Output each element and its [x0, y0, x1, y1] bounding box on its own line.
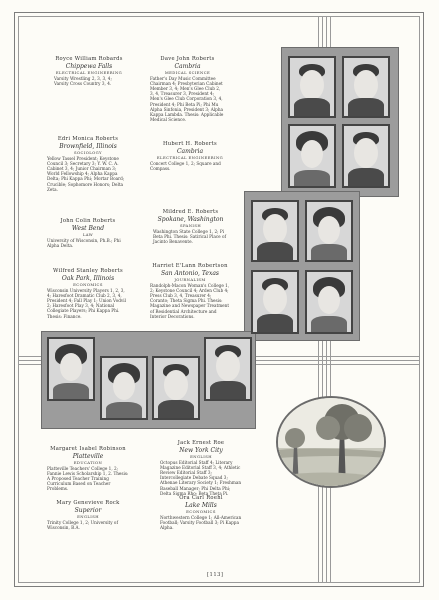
student-department: MEDICAL SCIENCE: [164, 69, 211, 75]
student-department: LAW: [82, 231, 94, 237]
student-name: Royce William Robards: [55, 56, 123, 62]
student-entry: [47, 500, 129, 530]
student-hometown: Brownfield, Illinois: [59, 142, 117, 150]
page-number: [113]: [207, 572, 224, 578]
portrait-photo: [47, 337, 95, 401]
tree-landscape-illustration: [278, 398, 386, 488]
portrait-photo: [305, 270, 353, 334]
student-name: Ora Carl Roehl: [179, 495, 223, 501]
portrait-photo: [100, 356, 148, 420]
student-entry: [54, 56, 124, 86]
student-activities: University of Wisconsin, Ph.B.; Phi Alpha Delta.: [47, 237, 121, 248]
student-department: ELECTRICAL ENGINEERING: [55, 69, 123, 75]
student-department: ENGLISH: [77, 513, 99, 519]
student-activities: Octopus Editorial Staff 4; Literary Magazine Editorial Staff 3, 4; Athletic Review Editorial Staff 3; Intercollegiate Debate Squad 3; Athenae Literary Society 1; Freshman Baseball Manager; Phi Delta Phi; Delta Sigma Rho; Beta Theta Pi.: [160, 459, 242, 496]
student-entry: [160, 440, 242, 496]
student-activities: Yellow Tassel President; Keystone Council 3; Secretary 3; Y. W. C. A. Cabinet 3, 4; Junior Chairman 3; World Fellowship 4; Alpha Kappa Delta; Phi Kappa Phi; Mortar Board; Crucible; Sophomore Honors; Delta Zeta.: [47, 155, 125, 192]
landscape-vignette-image: [276, 396, 386, 488]
student-activities: Northwestern College 1; All-American Football; Varsity Football 3; Pi Kappa Alpha.: [160, 514, 242, 530]
student-department: ECONOMICS: [73, 281, 103, 287]
portrait-photo: [288, 56, 336, 118]
student-entry: [47, 268, 129, 319]
student-department: ELECTRICAL ENGINEERING: [156, 154, 224, 160]
student-department: ENGLISH: [190, 453, 212, 459]
student-hometown: Cambria: [176, 147, 204, 155]
portrait-photo: [204, 337, 252, 401]
student-department: ECONOMICS: [186, 508, 216, 514]
student-hometown: Chippewa Falls: [65, 62, 113, 70]
student-name: Wilfred Stanley Roberts: [53, 268, 123, 274]
student-hometown: Oak Park, Illinois: [61, 274, 115, 282]
student-hometown: New York City: [179, 446, 223, 454]
student-name: Margaret Isabel Robinson: [50, 446, 126, 452]
student-entry: [160, 495, 242, 530]
student-hometown: Spokane, Washington: [157, 215, 224, 223]
student-name: Mildred E. Roberts: [162, 209, 219, 215]
student-hometown: San Antonio, Texas: [160, 269, 220, 277]
student-hometown: West Bend: [71, 224, 105, 232]
portrait-photo: [305, 200, 353, 262]
student-entry: [47, 446, 129, 492]
student-department: JOURNALISM: [174, 276, 206, 282]
student-entry: [150, 263, 230, 319]
student-entry: [47, 136, 129, 192]
portrait-photo: [342, 124, 390, 188]
portrait-photo: [342, 56, 390, 118]
student-activities: Platteville Teachers' College 1, 2; Fannie Lewis Scholarship 1, 2. Thesis: A Proposed Teacher Training Curriculum Based on Teacher Problems.: [47, 465, 129, 492]
student-activities: Randolph-Macon Woman's College 1, 2; Keystone Council 4; Arden Club 4; Press Club 3, 4, Treasurer 4; Coranto; Theta Sigma Phi. Thesis: Magazine and Newspaper Treatment of Residential Architecture and Interior Decorations.: [150, 282, 230, 319]
student-hometown: Lake Mills: [185, 501, 217, 509]
student-entry: [150, 141, 230, 171]
portrait-photo: [251, 200, 299, 262]
student-entry: [47, 218, 129, 248]
student-hometown: Superior: [74, 506, 102, 514]
portrait-photo: [288, 124, 336, 188]
portrait-photo: [251, 270, 299, 334]
portrait-photo: [152, 356, 200, 420]
student-activities: Washington State College 1, 2; Pi Beta Phi. Thesis: Satirical Place of Jacinto Benavente.: [153, 228, 227, 244]
student-activities: Concert College 1, 2; Square and Compass.: [150, 160, 221, 171]
student-name: Mary Genevieve Rock: [56, 500, 120, 506]
student-hometown: Platteville: [72, 452, 104, 460]
student-name: Hubert H. Roberts: [162, 141, 218, 147]
student-department: SOCIOLOGY: [74, 149, 102, 155]
student-name: Dave John Roberts: [160, 56, 215, 62]
student-hometown: Cambria: [174, 62, 201, 70]
student-activities: Wisconsin University Players 1, 2, 3, 4; Haresfoot Dramatic Club 2, 3, 4, President 4; Fall Play 1; Union Vodvil 2; Haresfoot Play 3, 4; National Collegiate Players; Phi Kappa Phi. Thesis: Finance.: [47, 287, 126, 319]
student-department: SPANISH: [179, 222, 202, 228]
student-name: Edri Monica Roberts: [57, 136, 119, 142]
student-name: John Colin Roberts: [60, 218, 116, 224]
student-entry: [150, 56, 225, 122]
student-name: Harriet E'Lann Robertson: [152, 263, 228, 269]
student-name: Jack Ernest Roe: [177, 440, 225, 446]
student-activities: Varsity Wrestling 2, 3, 3, 4; Varsity Cross Country 3, 4.: [54, 75, 112, 86]
student-activities: Father's Day Music Committee Chairman 4; Presbyterian Cabinet Member 3, 4; Men's Glee Club 2, 3, 4, Treasurer 3, President 4; Men's Glee Club Corporation 3, 4, President 4; Phi Beta Pi; Phi Mu Alpha Sinfonia, President 3; Alpha Kappa Lambda. Thesis: Applicable Medical Science.: [150, 75, 224, 123]
student-entry: [153, 209, 228, 244]
student-department: EDUCATION: [73, 459, 103, 465]
student-activities: Trinity College 1, 2; University of Wisconsin, B.A.: [47, 519, 119, 530]
